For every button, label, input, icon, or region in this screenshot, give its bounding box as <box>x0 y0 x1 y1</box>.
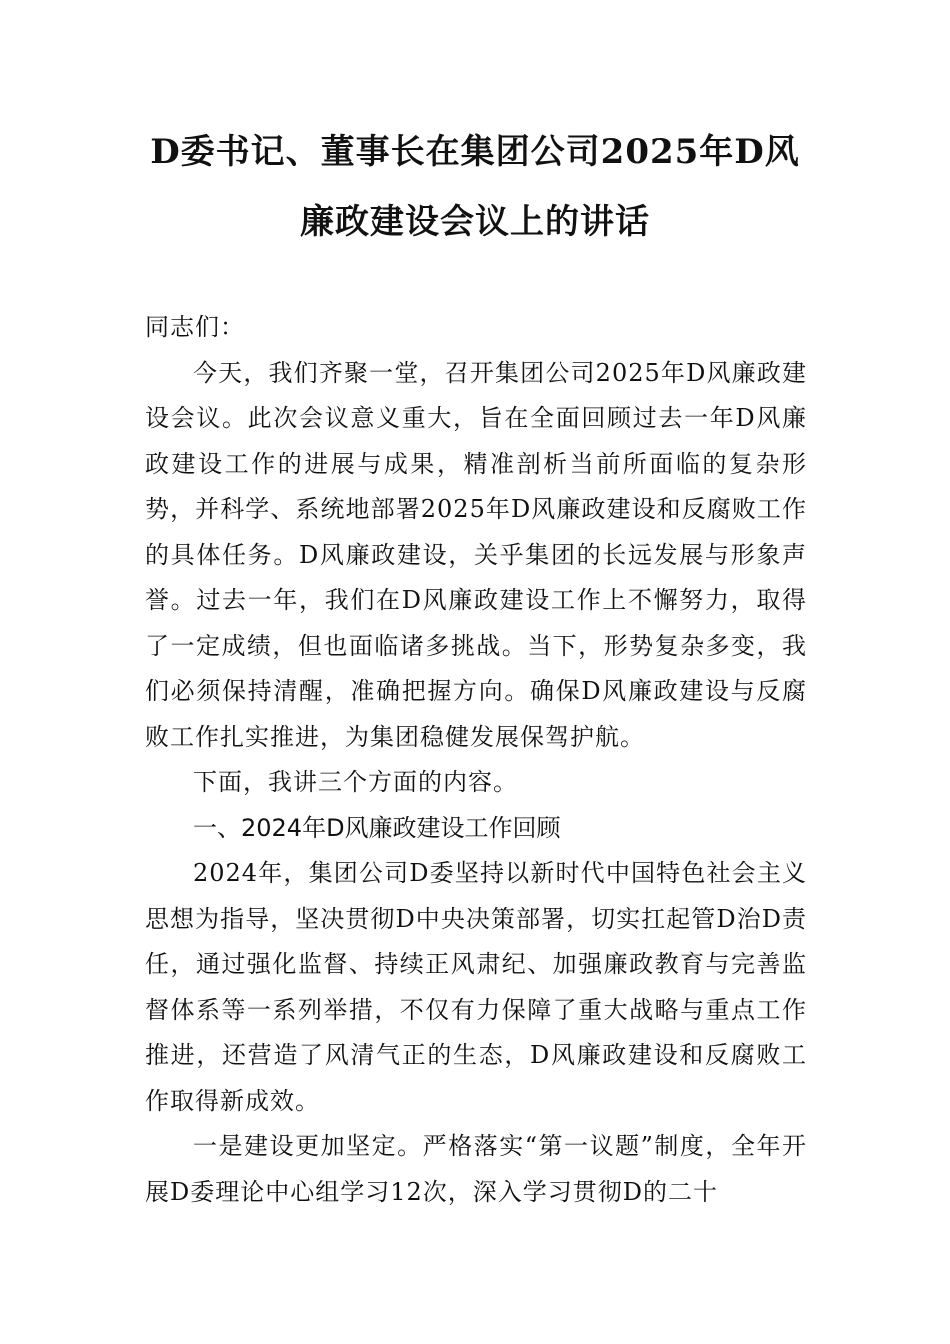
paragraph-outline: 下面，我讲三个方面的内容。 <box>193 768 518 796</box>
title-line-1: D委书记、董事长在集团公司2025年D风 <box>150 132 800 172</box>
title-line-2: 廉政建设会议上的讲话 <box>300 202 650 242</box>
section-heading-1: 一、2024年D风廉政建设工作回顾 <box>193 813 561 842</box>
document-title <box>120 117 830 257</box>
paragraph-point-1: 一是建设更加坚定。严格落实“第一议题”制度，全年开展D委理论中心组学习12次，深入学习贯彻D的二十 <box>145 1132 807 1206</box>
paragraph-review: 2024年，集团公司D委坚持以新时代中国特色社会主义思想为指导，坚决贯彻D中央决策部署，切实扛起管D治D责任，通过强化监督、持续正风肃纪、加强廉政教育与完善监督体系等一系列举措，不仅有力保障了重大战略与重点工作推进，还营造了风清气正的生态，D风廉政建设和反腐败工作取得新成效。 <box>145 859 807 1115</box>
salutation: 同志们： <box>145 313 245 341</box>
paragraph-intro: 今天，我们齐聚一堂，召开集团公司2025年D风廉政建设会议。此次会议意义重大，旨在全面回顾过去一年D风廉政建设工作的进展与成果，精准剖析当前所面临的复杂形势，并科学、系统地部署2025年D风廉政建设和反腐败工作的具体任务。D风廉政建设，关乎集团的长远发展与形象声誉。过去一年，我们在D风廉政建设工作上不懈努力，取得了一定成绩，但也面临诸多挑战。当下，形势复杂多变，我们必须保持清醒，准确把握方向。确保D风廉政建设与反腐败工作扎实推进，为集团稳健发展保驾护航。 <box>145 358 807 751</box>
document-body <box>145 305 807 1215</box>
